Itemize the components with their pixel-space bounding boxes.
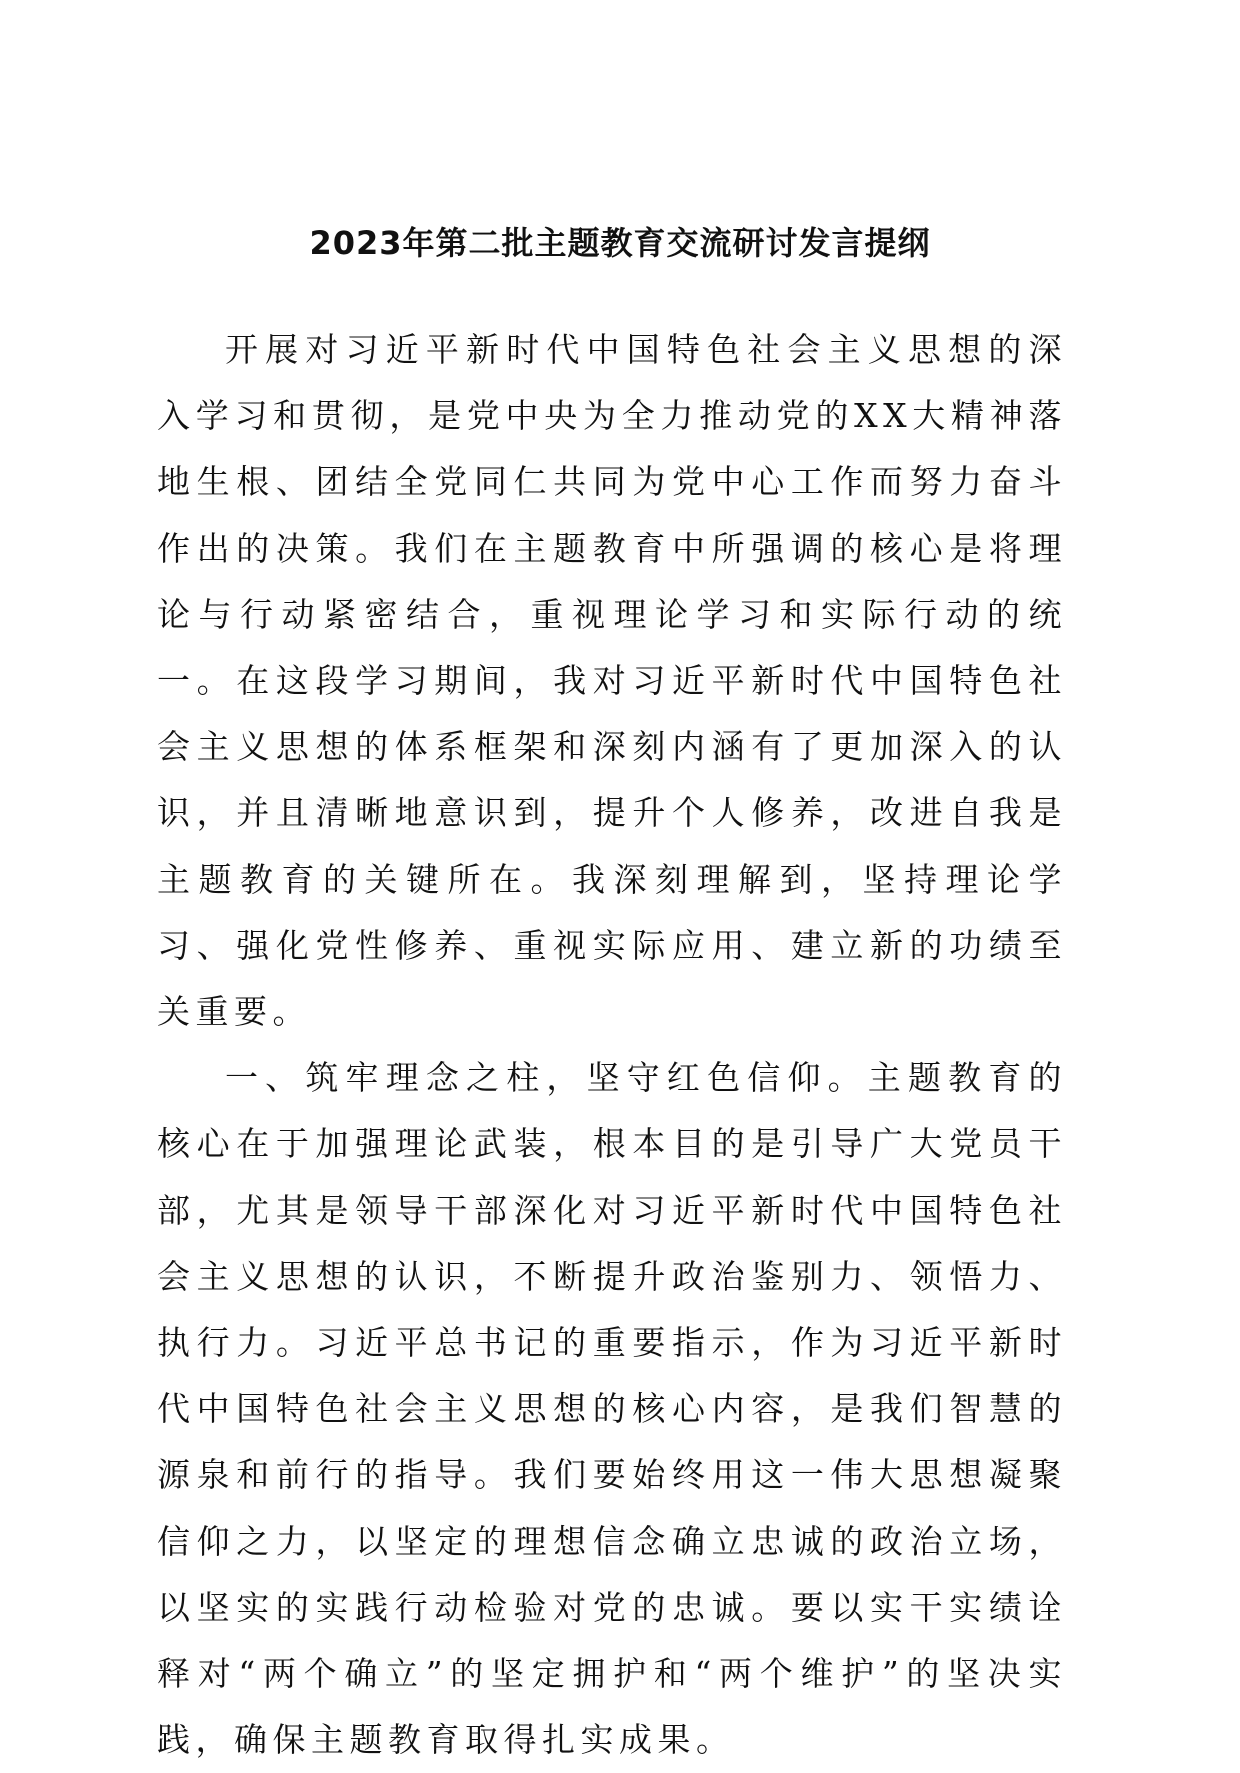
intro-paragraph: 开展对习近平新时代中国特色社会主义思想的深入学习和贯彻，是党中央为全力推动党的XX大精神落地生根、团结全党同仁共同为党中心工作而努力奋斗作出的决策。我们在主题教育中所强调的核心是将理论与行动紧密结合，重视理论学习和实际行动的统一。在这段学习期间，我对习近平新时代中国特色社会主义思想的体系框架和深刻内涵有了更加深入的认识，并且清晰地意识到，提升个人修养，改进自我是主题教育的关键所在。我深刻理解到，坚持理论学习、强化党性修养、重视实际应用、建立新的功绩至关重要。 [157,330,1067,1032]
section-one-paragraph: 一、筑牢理念之柱，坚守红色信仰。主题教育的核心在于加强理论武装，根本目的是引导广大党员干部，尤其是领导干部深化对习近平新时代中国特色社会主义思想的认识，不断提升政治鉴别力、领悟力、执行力。习近平总书记的重要指示，作为习近平新时代中国特色社会主义思想的核心内容，是我们智慧的源泉和前行的指导。我们要始终用这一伟大思想凝聚信仰之力，以坚定的理想信念确立忠诚的政治立场，以坚实的实践行动检验对党的忠诚。要以实干实绩诠释对“两个确立”的坚定拥护和“两个维护”的坚决实践，确保主题教育取得扎实成果。 [157,1058,1067,1760]
document-body [157,317,1067,1773]
document-title: 2023年第二批主题教育交流研讨发言提纲 [309,224,931,262]
